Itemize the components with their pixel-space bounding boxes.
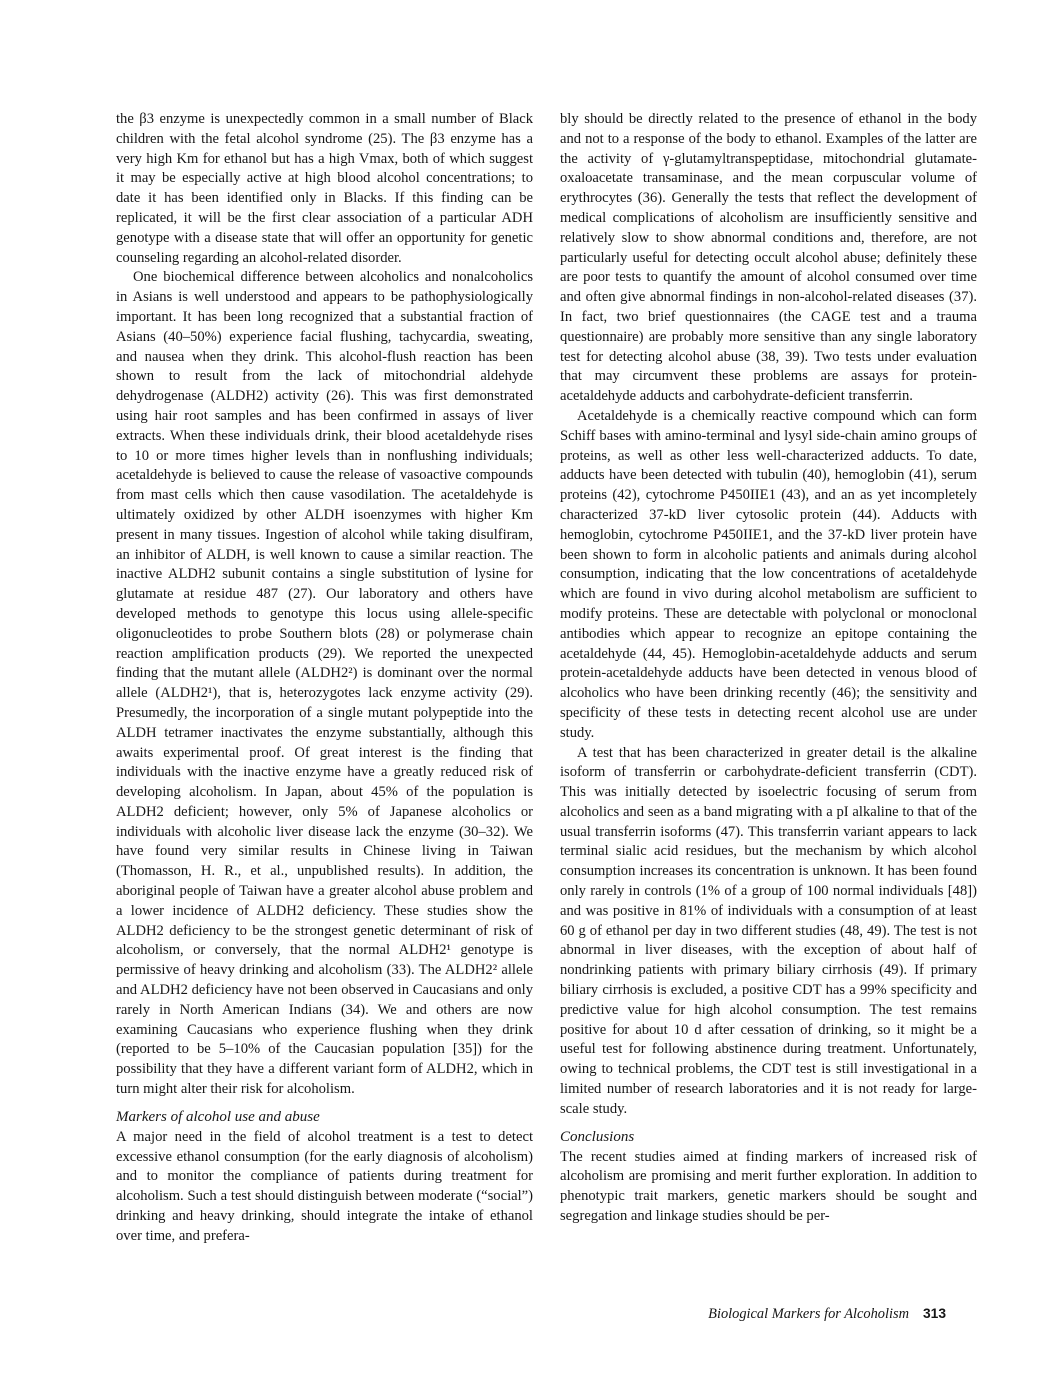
- paragraph-conclusions: The recent studies aimed at finding markers of increased risk of alcoholism are promising and merit further exploration. In addition to phenotypic trait markers, genetic markers should be sought and segregation and linkage studies should be per-: [560, 1148, 977, 1225]
- page-number: 313: [922, 1306, 946, 1321]
- paragraph-beta3-enzyme: the β3 enzyme is unexpectedly common in a small number of Black children with the fetal alcohol syndrome (25). The β3 enzyme has a very high Km for ethanol but has a high Vmax, both of which suggest it may be especially active at high blood alcohol concentrations; to date it has been identified only in Blacks. If this finding can be replicated, it will be the first clear association of a particular ADH genotype with a disease state that will offer an opportunity for genetic counseling regarding an alcohol-related disorder.: [116, 111, 533, 266]
- paragraph-acetaldehyde-adducts: Acetaldehyde is a chemically reactive compound which can form Schiff bases with amino-terminal and lysyl side-chain amino groups of proteins, as well as other less well-characterized adducts. To date, adducts have been detected with tubulin (40), hemoglobin (41), serum proteins (42), cytochrome P450IIE1 (43), and an as yet incompletely characterized 37-kD liver cytosolic protein (44). Adducts with hemoglobin, cytochrome P450IIE1, and the 37-kD liver protein have been shown to form in alcoholic patients and animals during alcohol consumption, indicating that the low concentrations of acetaldehyde which are found in vivo during alcohol metabolism are sufficient to modify proteins. These are detectable with polyclonal or monoclonal antibodies which appear to recognize an epitope containing the acetaldehyde (44, 45). Hemoglobin-acetaldehyde adducts and serum protein-acetaldehyde adducts have been detected in venous blood of alcoholics who have been drinking recently (46); the sensitivity and specificity of these tests in detecting recent alcohol use are under study.: [560, 407, 977, 741]
- paragraph-aldh2-asians: One biochemical difference between alcoholics and nonalcoholics in Asians is well understood and appears to be pathophysiologically important. It has been long recognized that a substantial fraction of Asians (40–50%) experience facial flushing, tachycardia, sweating, and nausea when they drink. This alcohol-flush reaction has been shown to result from the lack of mitochondrial aldehyde dehydrogenase (ALDH2) activity (26). This was first demonstrated using hair root samples and has been confirmed in assays of liver extracts. When these individuals drink, their blood acetaldehyde rises to 10 or more times higher levels than in nonflushing individuals; acetaldehyde is believed to cause the release of vasoactive compounds from mast cells which then cause vasodilation. The acetaldehyde is ultimately oxidized by other ALDH isoenzymes with higher Km present in many tissues. Ingestion of alcohol while taking disulfiram, an inhibitor of ALDH, is well known to cause a similar reaction. The inactive ALDH2 subunit contains a single substitution of lysine for glutamate at residue 487 (27). Our laboratory and others have developed methods to genotype this locus using allele-specific oligonucleotides to probe Southern blots (28) or polymerase chain reaction amplification products (29). We reported the unexpected finding that the mutant allele (ALDH2²) is dominant over the normal allele (ALDH2¹), that is, heterozygotes lack enzyme activity (29). Presumedly, the incorporation of a single mutant polypeptide into the ALDH tetramer inactivates the enzyme substantially, although this awaits experimental proof. Of great interest is the finding that individuals with the inactive enzyme have a greatly reduced risk of developing alcoholism. In Japan, about 45% of the population is ALDH2 deficient; however, only 5% of Japanese alcoholics or individuals with alcoholic liver disease lack the enzyme (30–32). We have found very similar results in Chinese living in Taiwan (Thomasson, H. R., et al., unpublished results). In addition, the aboriginal people of Taiwan have a greater alcohol abuse problem and a lower incidence of ALDH2 deficiency. These studies show the ALDH2 deficiency to be the strongest genetic determinant of risk of alcoholism, or conversely, that the normal ALDH2¹ genotype is permissive of heavy drinking and alcoholism (33). The ALDH2² allele and ALDH2 deficiency have not been observed in Caucasians and only rarely in North American Indians (34). We and others are now examining Caucasians who experience flushing when they drink (reported to be 5–10% of the Caucasian population [35]) for the possibility that they have a different variant form of ALDH2, which in turn might alter their risk for alcoholism.: [116, 269, 533, 1098]
- paragraph-markers-intro: A major need in the field of alcohol treatment is a test to detect excessive ethanol consumption (for the early diagnosis of alcoholism) and to monitor the compliance of patients during treatment for alcoholism. Such a test should distinguish between moderate (“social”) drinking and heavy drinking, should integrate the intake of ethanol over time, and prefera-: [116, 1128, 533, 1244]
- section-heading-conclusions: Conclusions: [560, 1128, 635, 1145]
- paragraph-tests-response: bly should be directly related to the presence of ethanol in the body and not to a response of the body to ethanol. Examples of the latter are the activity of γ-glutamyltranspeptidase, mitochondrial glutamate-oxaloacetate transaminase, and the mean corpuscular volume of erythrocytes (36). Generally the tests that reflect the development of medical complications of alcoholism are insufficiently sensitive and relatively slow to show abnormal conditions and, therefore, are not particularly useful for detecting occult alcohol abuse; definitely these are poor tests to quantify the amount of alcohol consumed over time and often give abnormal findings in non-alcohol-related diseases (37). In fact, two brief questionnaires (the CAGE test and a trauma questionnaire) are probably more sensitive than any single laboratory test for detecting alcohol abuse (38, 39). Two tests under evaluation that may circumvent these problems are assays for protein-acetaldehyde adducts and carbohydrate-deficient transferrin.: [560, 111, 977, 405]
- left-column: [116, 110, 533, 1247]
- page-footer: [560, 1306, 946, 1323]
- running-title: Biological Markers for Alcoholism: [708, 1306, 909, 1322]
- section-heading-markers: Markers of alcohol use and abuse: [116, 1108, 320, 1125]
- right-column: [560, 110, 977, 1227]
- paragraph-cdt: A test that has been characterized in greater detail is the alkaline isoform of transferrin or carbohydrate-deficient transferrin (CDT). This was initially detected by isoelectric focusing of serum from alcoholics and seen as a band migrating with a pI alkaline to that of the usual transferrin isoforms (47). This transferrin variant appears to lack terminal sialic acid residues, but the mechanism by which alcohol consumption increases its concentration is unknown. It has been found only rarely in controls (1% of a group of 100 normal individuals [48]) and was positive in 81% of individuals with a consumption of at least 60 g of ethanol per day in two different studies (48, 49). The test is not abnormal in liver diseases, with the exception of about half of nondrinking patients with primary biliary cirrhosis (49). If primary biliary cirrhosis is excluded, a positive CDT has a 99% specificity and predictive value for high alcohol consumption. The test remains positive for about 10 d after cessation of drinking, so it might be a useful test for following abstinence during treatment. Unfortunately, owing to technical problems, the CDT test is still investigational in a limited number of research laboratories and it is not ready for large-scale study.: [560, 744, 977, 1117]
